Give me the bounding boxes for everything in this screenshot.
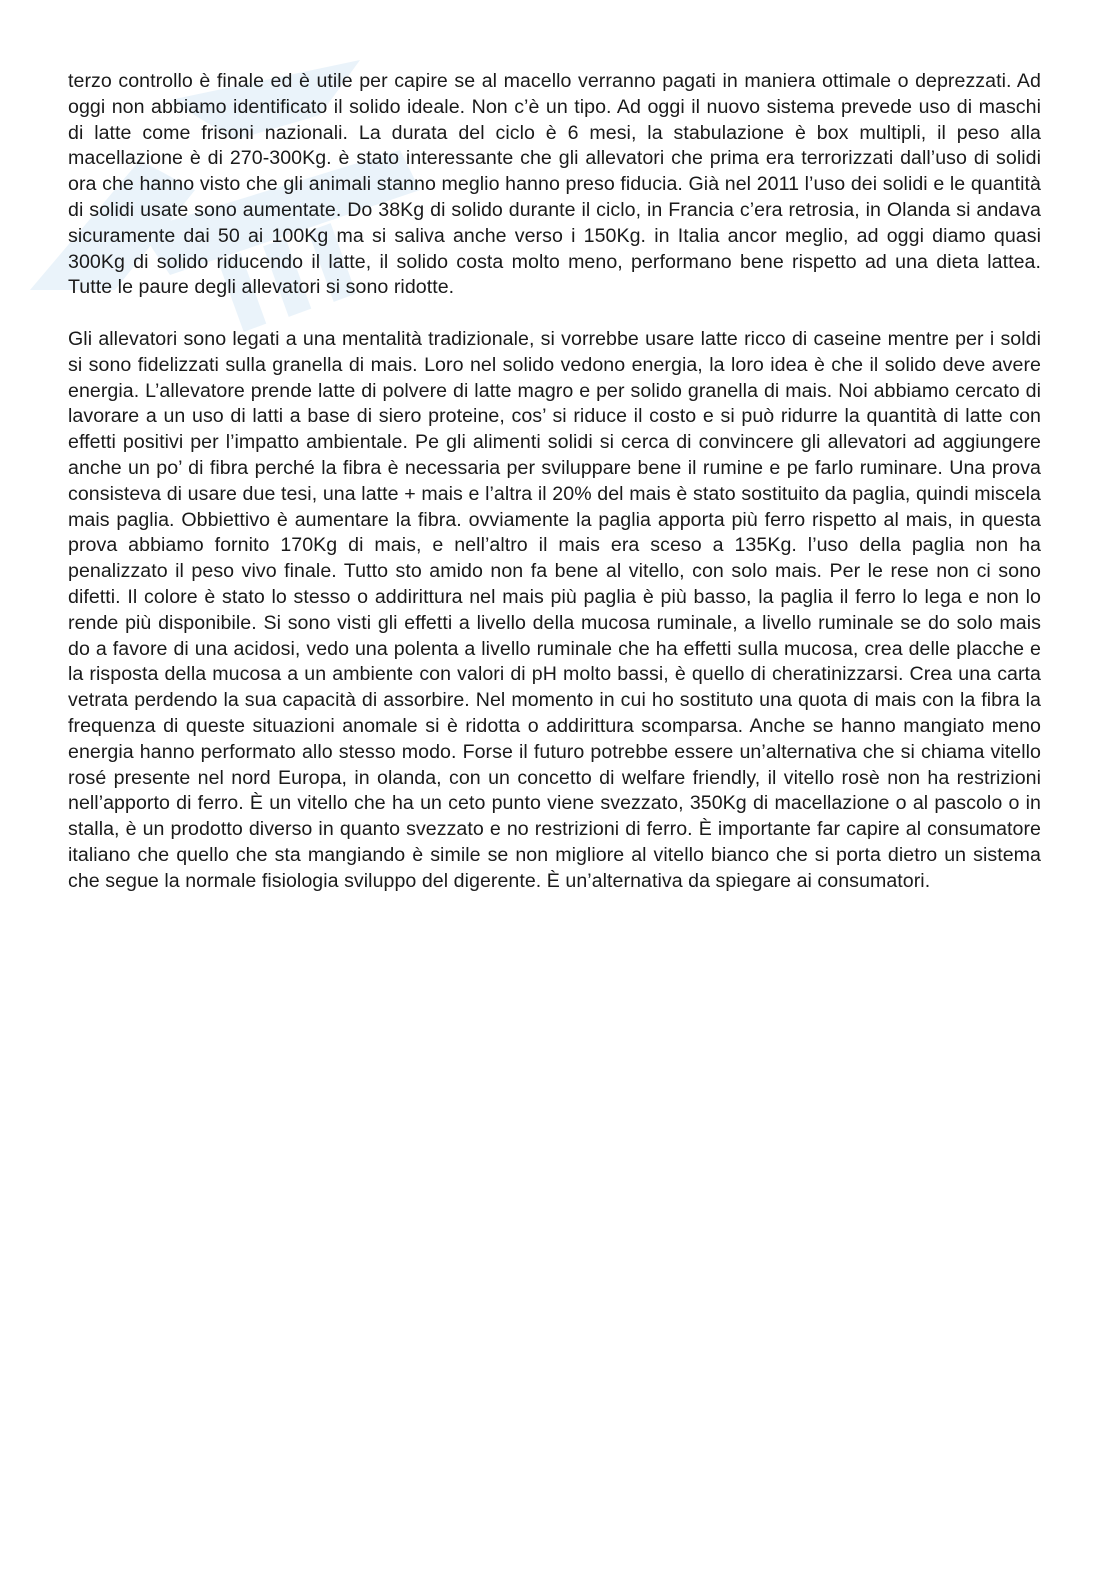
document-body [68,69,1041,895]
paragraph-2: Gli allevatori sono legati a una mentalità tradizionale, si vorrebbe usare latte ricco di caseine mentre per i soldi si sono fidelizzati sulla granella di mais. Loro nel solido vedono energia, la loro idea è che il solido deve avere energia. L’allevatore prende latte di polvere di latte magro e per solido granella di mais. Noi abbiamo cercato di lavorare a un uso di latti a base di siero proteine, cos’ si riduce il costo e si può ridurre la quantità di latte con effetti positivi per l’impatto ambientale. Pe gli alimenti solidi si cerca di convincere gli allevatori ad aggiungere anche un po’ di fibra perché la fibra è necessaria per sviluppare bene il rumine e pe farlo ruminare. Una prova consisteva di usare due tesi, una latte + mais e l’altra il 20% del mais è stato sostituito da paglia, quindi miscela mais paglia. Obbiettivo è aumentare la fibra. ovviamente la paglia apporta più ferro rispetto al mais, in questa prova abbiamo fornito 170Kg di mais, e nell’altro il mais era sceso a 135Kg. l’uso della paglia non ha penalizzato il peso vivo finale. Tutto sto amido non fa bene al vitello, con solo mais. Per le rese non ci sono difetti. Il colore è stato lo stesso o addirittura nel mais più paglia è più basso, la paglia il ferro lo lega e non lo rende più disponibile. Si sono visti gli effetti a livello della mucosa ruminale, a livello ruminale se do solo mais do a favore di una acidosi, vedo una polenta a livello ruminale che ha effetti sulla mucosa, crea delle placche e la risposta della mucosa a un ambiente con valori di pH molto bassi, è quello di cheratinizzarsi. Crea una carta vetrata perdendo la sua capacità di assorbire. Nel momento in cui ho sostituto una quota di mais con la fibra la frequenza di queste situazioni anomale si è ridotta o addirittura scomparsa. Anche se hanno mangiato meno energia hanno performato allo stesso modo. Forse il futuro potrebbe essere un’alternativa che si chiama vitello rosé presente nel nord Europa, in olanda, con un concetto di welfare friendly, il vitello rosè non ha restrizioni nell’apporto di ferro. È un vitello che ha un ceto punto viene svezzato, 350Kg di macellazione o al pascolo o in stalla, è un prodotto diverso in quanto svezzato e no restrizioni di ferro. È importante far capire al consumatore italiano che quello che sta mangiando è simile se non migliore al vitello bianco che si porta dietro un sistema che segue la normale fisiologia sviluppo del digerente. È un’alternativa da spiegare ai consumatori. [68,327,1041,892]
paragraph-1: terzo controllo è finale ed è utile per capire se al macello verranno pagati in maniera ottimale o deprezzati. Ad oggi non abbiamo identificato il solido ideale. Non c’è un tipo. Ad oggi il nuovo sistema prevede uso di maschi di latte come frisoni nazionali. La durata del ciclo è 6 mesi, la stabulazione è box multipli, il peso alla macellazione è di 270-300Kg. è stato interessante che gli allevatori che prima era terrorizzati dall’uso di solidi ora che hanno visto che gli animali stanno meglio hanno preso fiducia. Già nel 2011 l’uso dei solidi e le quantità di solidi usate sono aumentate. Do 38Kg di solido durante il ciclo, in Francia c’era retrosia, in Olanda si andava sicuramente dai 50 ai 100Kg ma si saliva anche verso i 150Kg. in Italia ancor meglio, ad oggi diamo quasi 300Kg di solido riducendo il latte, il solido costa molto meno, performano bene rispetto ad una dieta lattea. Tutte le paure degli allevatori si sono ridotte. [68,70,1041,299]
